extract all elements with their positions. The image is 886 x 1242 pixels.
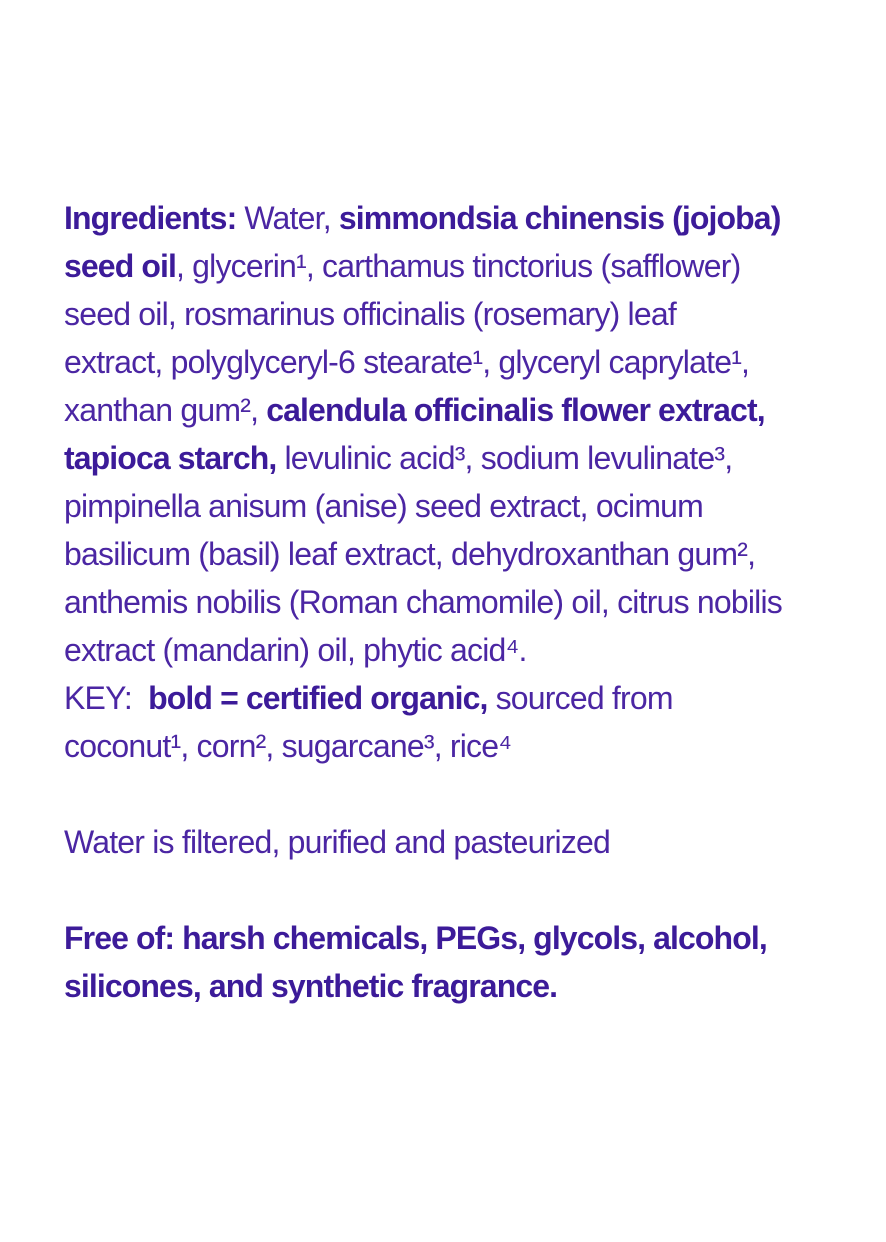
text-line (64, 386, 856, 434)
text-segment: pimpinella anisum (anise) seed extract, ocimum (64, 488, 704, 524)
bold-text-segment: silicones, and synthetic fragrance. (64, 968, 558, 1004)
text-line (64, 290, 856, 338)
text-segment: extract, polyglyceryl-6 stearate¹, glyceryl caprylate¹, (64, 344, 750, 380)
text-segment: , glycerin¹, carthamus tinctorius (safflower) (175, 248, 741, 284)
bold-text-segment: bold = certified organic, (148, 680, 488, 716)
text-line (64, 962, 856, 1010)
bold-text-segment: Free of: harsh chemicals, PEGs, glycols, alcohol, (64, 920, 767, 956)
text-line (64, 242, 856, 290)
text-segment: coconut¹, corn², sugarcane³, rice⁴ (64, 728, 512, 764)
text-line (64, 194, 856, 242)
text-segment: xanthan gum², (64, 392, 267, 428)
text-line (64, 818, 856, 866)
text-line (64, 482, 856, 530)
text-segment: Water is filtered, purified and pasteurized (64, 824, 611, 860)
water-note-paragraph (64, 818, 856, 866)
ingredients-label (64, 194, 856, 1010)
bold-text-segment: Ingredients: (64, 200, 245, 236)
text-segment: anthemis nobilis (Roman chamomile) oil, citrus nobilis (64, 584, 782, 620)
text-segment: Water, (244, 200, 339, 236)
text-line (64, 578, 856, 626)
text-segment: sourced from (487, 680, 673, 716)
text-line (64, 530, 856, 578)
text-segment: basilicum (basil) leaf extract, dehydroxanthan gum², (64, 536, 756, 572)
text-line (64, 626, 856, 674)
text-segment: KEY: (64, 680, 149, 716)
text-line (64, 434, 856, 482)
text-segment: extract (mandarin) oil, phytic acid⁴. (64, 632, 527, 668)
free-of-paragraph (64, 914, 856, 1010)
text-segment: seed oil, rosmarinus officinalis (rosemary) leaf (64, 296, 676, 332)
bold-text-segment: tapioca starch, (64, 440, 277, 476)
text-line (64, 914, 856, 962)
text-segment: levulinic acid³, sodium levulinate³, (276, 440, 733, 476)
text-line (64, 338, 856, 386)
ingredients-paragraph (64, 194, 856, 770)
bold-text-segment: seed oil (64, 248, 176, 284)
bold-text-segment: simmondsia chinensis (jojoba) (338, 200, 781, 236)
text-line (64, 674, 856, 722)
text-line (64, 722, 856, 770)
bold-text-segment: calendula officinalis flower extract, (266, 392, 765, 428)
